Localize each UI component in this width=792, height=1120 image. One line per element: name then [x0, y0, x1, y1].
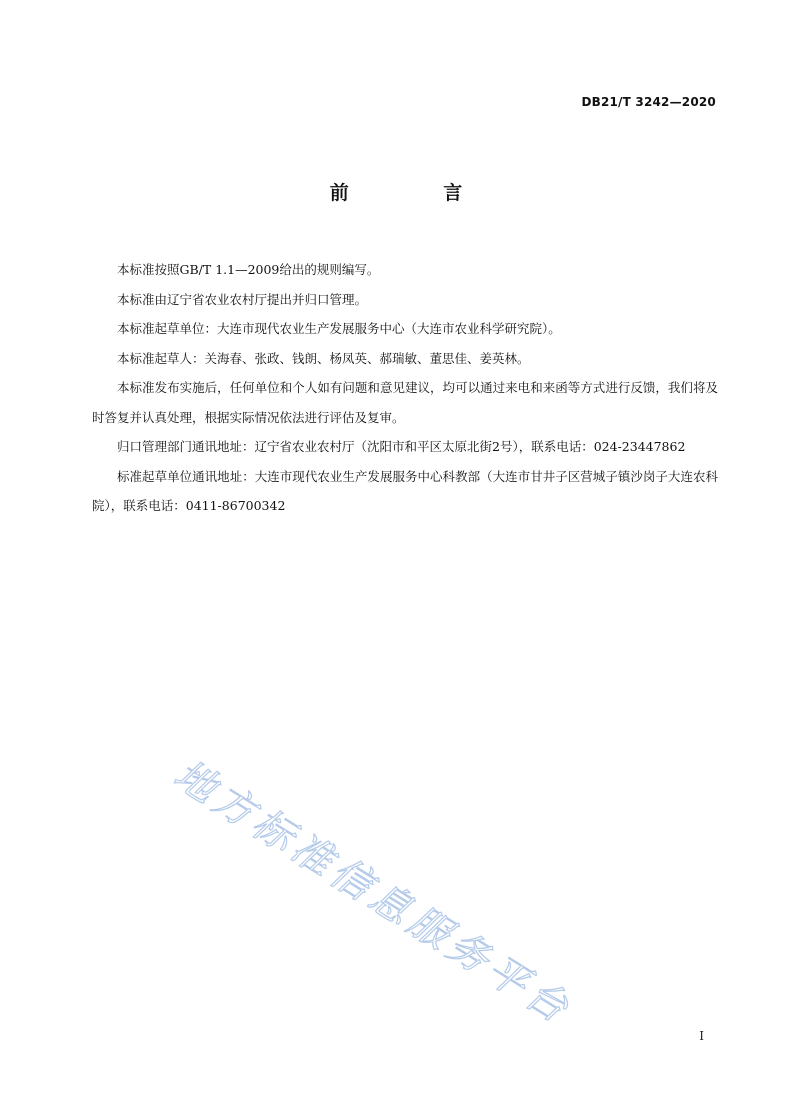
document-code: DB21/T 3242—2020 [581, 95, 716, 109]
foreword-body [92, 255, 718, 521]
watermark: 地方标准信息服务平台 [165, 751, 581, 1035]
paragraph-drafting-rules: 本标准按照GB/T 1.1—2009给出的规则编写。 [117, 262, 380, 277]
paragraph-drafting-unit-address: 标准起草单位通讯地址：大连市现代农业生产发展服务中心科教部（大连市甘井子区营城子镇沙岗子大连农科院），联系电话：0411-86700342 [92, 468, 718, 513]
page-title: 前 言 [329, 182, 507, 204]
paragraph-drafting-unit: 本标准起草单位：大连市现代农业生产发展服务中心（大连市农业科学研究院）。 [117, 321, 561, 336]
page-number: I [699, 1029, 704, 1043]
paragraph-feedback: 本标准发布实施后，任何单位和个人如有问题和意见建议，均可以通过来电和来函等方式进行反馈，我们将及时答复并认真处理，根据实际情况依法进行评估及复审。 [92, 380, 718, 425]
paragraph-management-address: 归口管理部门通讯地址：辽宁省农业农村厅（沈阳市和平区太原北街2号），联系电话：024-23447862 [117, 439, 686, 454]
paragraph-proposer: 本标准由辽宁省农业农村厅提出并归口管理。 [117, 291, 368, 307]
paragraph-drafters: 本标准起草人：关海春、张政、钱朗、杨凤英、郝瑞敏、董思佳、姜英林。 [117, 350, 530, 366]
